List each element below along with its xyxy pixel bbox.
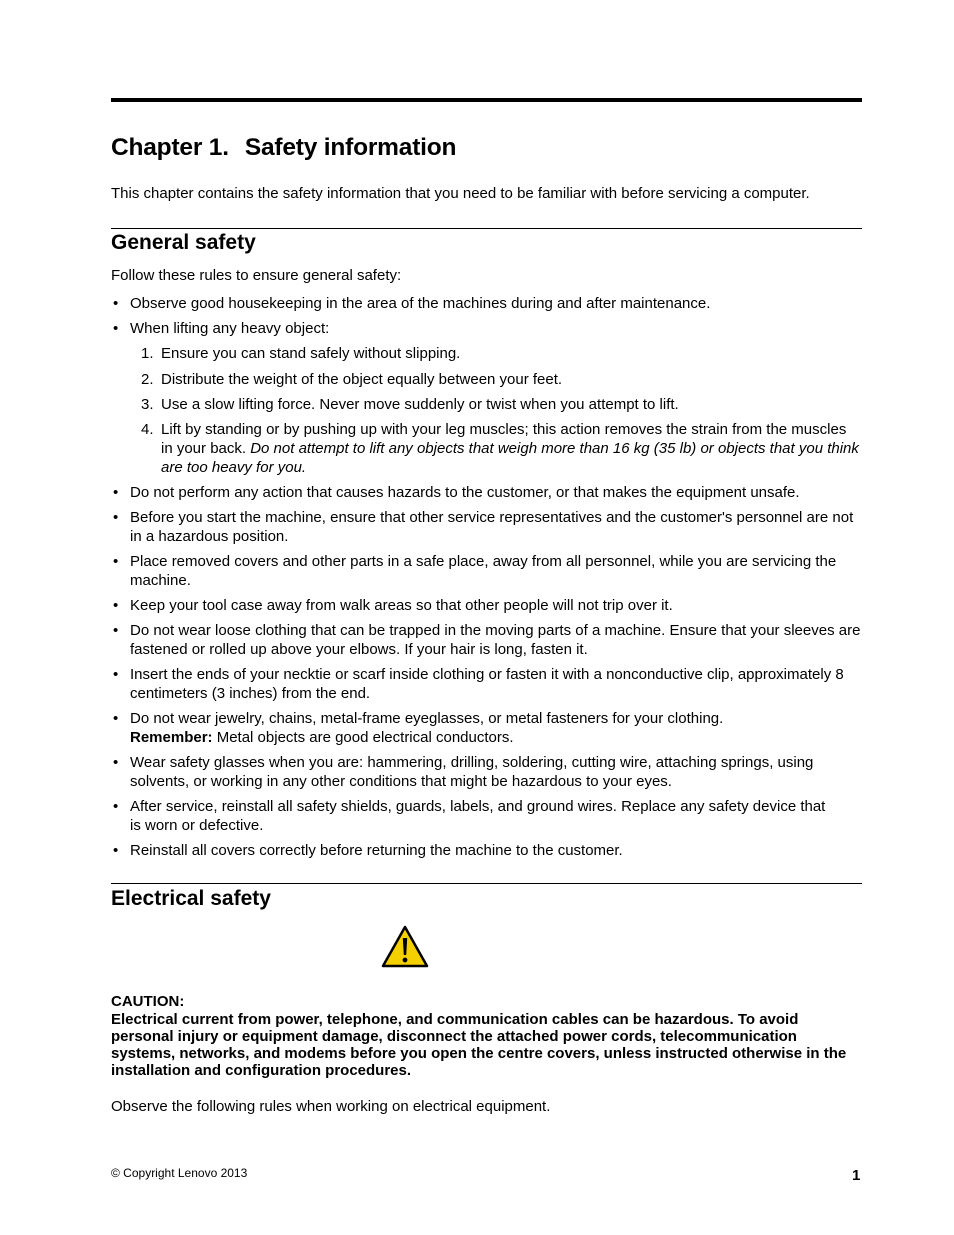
chapter-intro: This chapter contains the safety information that you need to be familiar with before servicing a computer.	[111, 185, 810, 202]
remember-label: Remember:	[130, 729, 213, 746]
step-number: 1.	[141, 345, 154, 362]
section-rule-general	[111, 228, 862, 229]
bullet-dot: •	[113, 295, 119, 312]
list-item: After service, reinstall all safety shields, guards, labels, and ground wires. Replace any safety device that is worn or defective.	[130, 798, 826, 834]
bullet-dot: •	[113, 666, 119, 683]
chapter-name: Safety information	[244, 134, 457, 161]
step-item: Distribute the weight of the object equally between your feet.	[161, 371, 563, 388]
list-item: Reinstall all covers correctly before returning the machine to the customer.	[130, 842, 623, 859]
page-number: 1	[852, 1167, 861, 1184]
chapter-number: Chapter 1.	[111, 134, 229, 161]
bullet-dot: •	[113, 597, 119, 614]
step-number: 2.	[141, 371, 154, 388]
bullet-dot: •	[113, 509, 119, 526]
list-item: Before you start the machine, ensure that other service representatives and the customer's personnel are not in a hazardous position.	[130, 509, 854, 545]
bullet-dot: •	[113, 842, 119, 859]
remember-text: Metal objects are good electrical conductors.	[216, 729, 514, 746]
step-number: 4.	[141, 421, 154, 438]
list-item: Do not wear loose clothing that can be trapped in the moving parts of a machine. Ensure that your sleeves are fastened or rolled up above your elbows. If your hair is long, fasten it.	[130, 622, 861, 658]
bullet-dot: •	[113, 798, 119, 815]
list-item	[130, 709, 865, 747]
step-weight-note: Do not attempt to lift any objects that weigh more than 16 kg (35 lb) or objects that you think are too heavy for you.	[161, 440, 859, 476]
bullet-dot: •	[113, 484, 119, 501]
section-heading-general: General safety	[111, 231, 256, 254]
list-item: Wear safety glasses when you are: hammering, drilling, soldering, cutting wire, attaching springs, using solvents, or working in any other conditions that might be hazardous to your eyes.	[130, 754, 814, 790]
list-item: Observe good housekeeping in the area of the machines during and after maintenance.	[130, 295, 711, 312]
bullet-dot: •	[113, 553, 119, 570]
list-item-text: Do not wear jewelry, chains, metal-frame eyeglasses, or metal fasteners for your clothing.	[130, 710, 724, 727]
list-item: When lifting any heavy object:	[130, 320, 330, 337]
warning-triangle-icon	[381, 925, 429, 968]
bullet-dot: •	[113, 710, 119, 727]
list-item: Insert the ends of your necktie or scarf inside clothing or fasten it with a nonconductive clip, approximately 8 centimeters (3 inches) from the end.	[130, 666, 844, 702]
general-lead: Follow these rules to ensure general safety:	[111, 267, 402, 284]
list-item: Do not perform any action that causes hazards to the customer, or that makes the equipment unsafe.	[130, 484, 800, 501]
footer-copyright: © Copyright Lenovo 2013	[111, 1166, 248, 1180]
bullet-dot: •	[113, 622, 119, 639]
chapter-top-rule	[111, 98, 862, 102]
caution-label: CAUTION:	[111, 993, 185, 1010]
caution-text: Electrical current from power, telephone, and communication cables can be hazardous. To avoid personal injury or equipment damage, disconnect the attached power cords, telecommunication systems, networks, and modems before you open the centre covers, unless instructed otherwise in the installation and configuration procedures.	[111, 1011, 847, 1079]
step-item	[161, 420, 861, 477]
step-number: 3.	[141, 396, 154, 413]
bullet-dot: •	[113, 754, 119, 771]
step-text: Lift by standing or by pushing up with your leg muscles; this action removes the strain from the muscles in your back.	[161, 421, 847, 457]
section-rule-electrical	[111, 883, 862, 884]
step-item: Use a slow lifting force. Never move suddenly or twist when you attempt to lift.	[161, 396, 679, 413]
step-item: Ensure you can stand safely without slipping.	[161, 345, 461, 362]
chapter-title	[111, 134, 456, 162]
section-heading-electrical: Electrical safety	[111, 887, 271, 910]
bullet-dot: •	[113, 320, 119, 337]
list-item: Place removed covers and other parts in a safe place, away from all personnel, while you are servicing the machine.	[130, 553, 837, 589]
list-item: Keep your tool case away from walk areas so that other people will not trip over it.	[130, 597, 673, 614]
electrical-rules-lead: Observe the following rules when working on electrical equipment.	[111, 1098, 551, 1115]
